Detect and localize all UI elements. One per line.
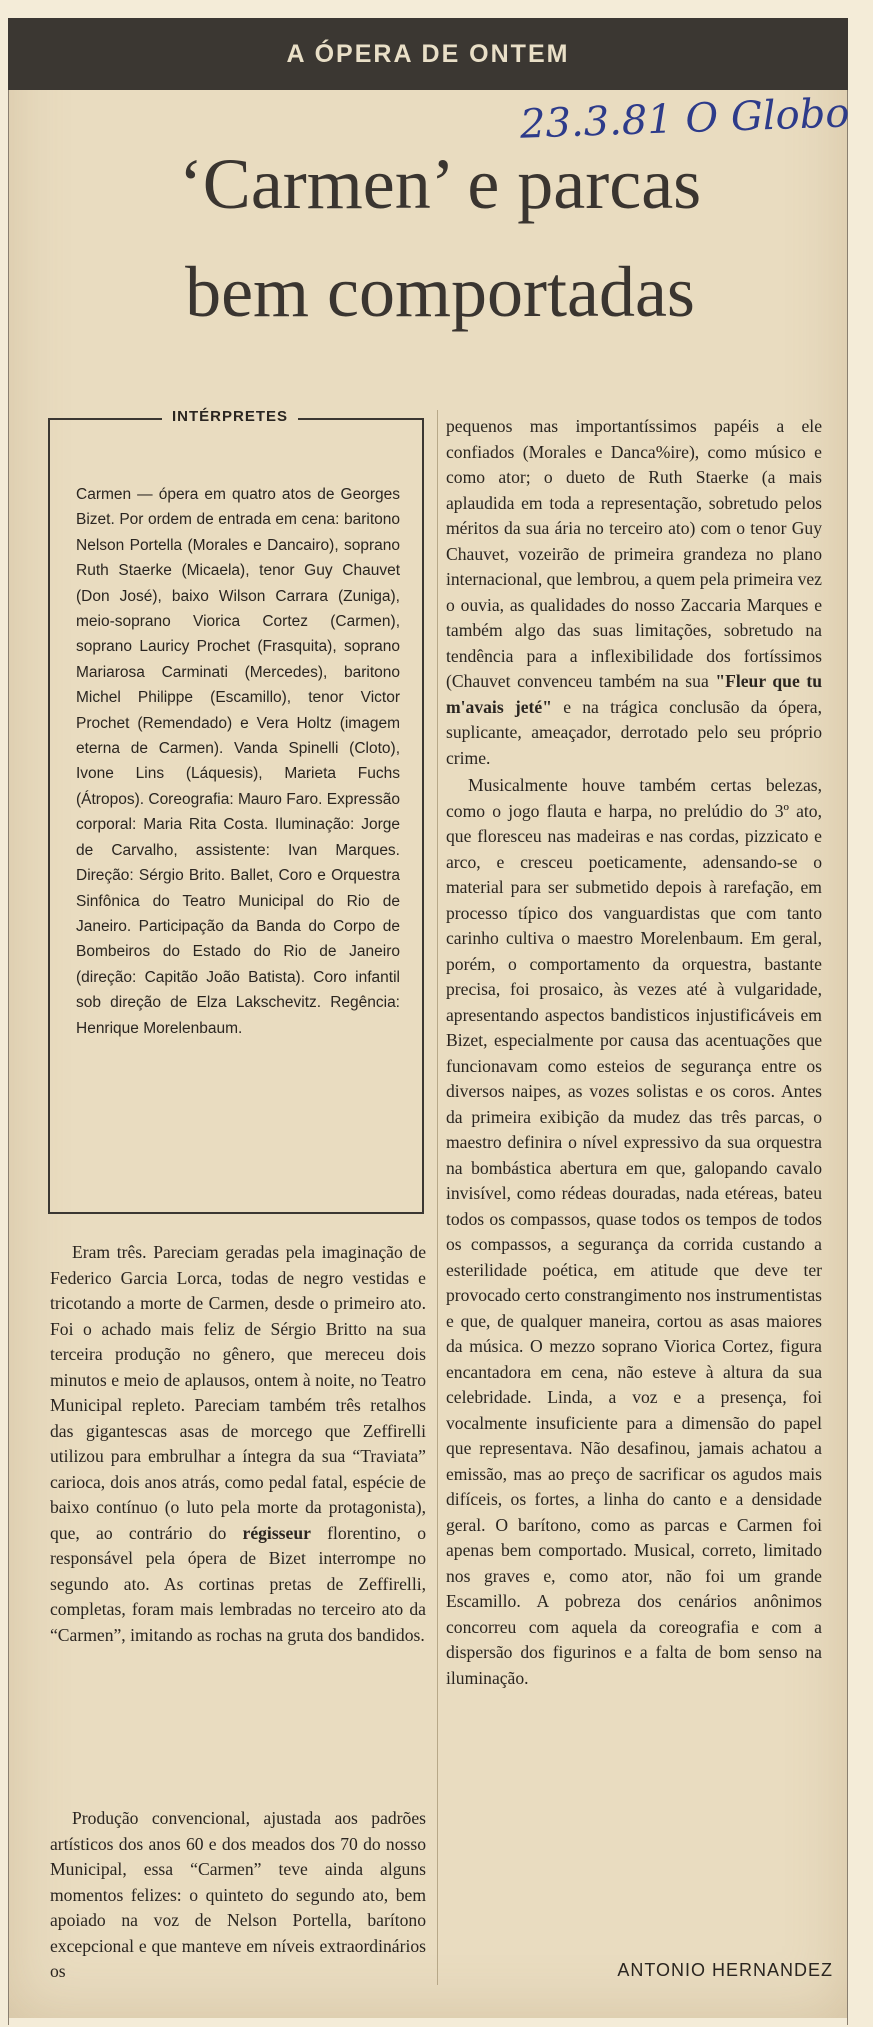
byline: ANTONIO HERNANDEZ: [617, 1960, 833, 1980]
article-paragraph-1-text: Eram três. Pareciam geradas pela imaginação de Federico Garcia Lorca, todas de negro vestidas e tricotando a morte de Carmen, desde o primeiro ato. Foi o achado mais feliz de Sérgio Britto na sua terceira produção no gênero, que mereceu dois minutos e meio de aplausos, ontem à noite, no Teatro Municipal repleto. Pareciam também três retalhos das gigantescas asas de morcego que Zeffirelli utilizou para embrulhar a íntegra da sua “Traviata” carioca, dois anos atrás, como pedal fatal, espécie de baixo contínuo (o luto pela morte da protagonista), que, ao contrário do: [50, 1242, 426, 1543]
article-paragraph-1: [50, 1240, 426, 1648]
column-divider: [437, 410, 438, 1985]
article-paragraph-3-text: pequenos mas importantíssimos papéis a ele confiados (Morales e Danca%ire), como músico e como ator; o dueto de Ruth Staerke (a mais aplaudida em toda a representação, sobretudo pelos méritos da sua ária no terceiro ato) com o tenor Guy Chauvet, vozeirão de primeira grandeza no plano internacional, que lembrou, a quem pela primeira vez o ouvia, as qualidades do nosso Zaccaria Marques e também algo das suas limitações, sobretudo na tendência para a inflexibilidade dos fortíssimos (Chauvet convenceu também na sua: [446, 416, 822, 691]
performers-box: [48, 408, 424, 1214]
article-paragraph-3: [446, 414, 822, 771]
article-paragraph-3-text-end: e na trágica conclusão da ópera, suplicante, ameaçador, derrotado pelo seu próprio crime.: [446, 696, 823, 768]
headline-line-1: ‘Carmen’ e parcas: [178, 144, 702, 224]
article-paragraph-3-bold: "Fleur que tu m'avais jeté": [446, 671, 822, 717]
article-paragraph-1-bold: régisseur: [242, 1522, 311, 1543]
section-banner: [8, 18, 848, 90]
headline: [70, 130, 810, 346]
article-column-right: [446, 414, 822, 1691]
performers-box-title: INTÉRPRETES: [162, 408, 298, 425]
article-column-left-bottom: [50, 1806, 426, 1985]
article-column-left-top: [50, 1240, 426, 1648]
headline-line-2: bem comportadas: [185, 252, 695, 332]
article-paragraph-2: Produção convencional, ajustada aos padrões artísticos dos anos 60 e dos meados dos 70 do nosso Municipal, essa “Carmen” teve ainda alguns momentos felizes: o quinteto do segundo ato, bem apoiado na voz de Nelson Portella, barítono excepcional e que manteve em níveis extraordinários os: [50, 1808, 426, 1981]
section-title: A ÓPERA DE ONTEM: [286, 39, 570, 68]
performers-box-text: Carmen — ópera em quatro atos de Georges Bizet. Por ordem de entrada em cena: baritono Nelson Portella (Morales e Dancairo), soprano Ruth Staerke (Micaela), tenor Guy Chauvet (Don José), baixo Wilson Carrara (Zuniga), meio-soprano Viorica Cortez (Carmen), soprano Lauricy Prochet (Frasquita), soprano Mariarosa Carminati (Mercedes), baritono Michel Philippe (Escamillo), tenor Victor Prochet (Remendado) e Vera Holtz (imagem eterna de Carmen). Vanda Spinelli (Cloto), Ivone Lins (Láquesis), Marieta Fuchs (Átropos). Coreografia: Mauro Faro. Expressão corporal: Maria Rita Costa. Iluminação: Jorge de Carvalho, assistente: Ivan Marques. Direção: Sérgio Brito. Ballet, Coro e Orquestra Sinfônica do Teatro Municipal do Rio de Janeiro. Participação da Banda do Corpo de Bombeiros do Estado do Rio de Janeiro (direção: Capitão João Batista). Coro infantil sob direção de Elza Lakschevitz. Regência: Henrique Morelenbaum.: [76, 486, 400, 1037]
article-paragraph-4: Musicalmente houve também certas belezas, como o jogo flauta e harpa, no prelúdio do 3º ato, que floresceu nas madeiras e nas cordas, pizzicato e arco, e cresceu poeticamente, adensando-se o material para ser submetido depois à rarefação, em processo típico dos vanguardistas que com tanto carinho cultiva o maestro Morelenbaum. Em geral, porém, o comportamento da orquestra, bastante precisa, foi prosaico, às vezes até à vulgaridade, apresentando aspectos bandisticos injustificáveis em Bizet, especialmente por causa das acentuações que funcionavam como esteios de segurança entre os diversos naipes, as vozes solistas e os coros. Antes da primeira exibição da mudez das três parcas, o maestro definira o nível expressivo da sua orquestra na bombástica abertura em que, galopando cavalo invisível, como rédeas douradas, nada etéreas, bateu todos os compassos, quase todos os tempos de todos os compassos, a segurança da corrida custando a esterilidade poética, em atitude que deve ter provocado certo constrangimento nos instrumentistas e que, de qualquer maneira, cortou as asas maiores da música. O mezzo soprano Viorica Cortez, figura encantadora em cena, não esteve à altura da sua celebridade. Linda, a voz e a presença, foi vocalmente insuficiente para a dimensão do papel que representava. Não desafinou, jamais achatou a emissão, mas ao preço de sacrificar os agudos mais difíceis, os fortes, a linha do canto e a densidade geral. O barítono, como as parcas e Carmen foi apenas bem comportado. Musical, correto, limitado nos graves e, como ator, não foi um grande Escamillo. A pobreza dos cenários anônimos concorreu com aquela da coreografia e com a dispersão dos figurinos e a falta de bom senso na iluminação.: [446, 775, 822, 1688]
handwritten-date-note: 23.3.81 O Globo: [519, 90, 851, 148]
article-paragraph-1-text-end: florentino, o responsável pela ópera de Bizet interrompe no segundo ato. As cortinas pretas de Zeffirelli, completas, foram mais lembradas no terceiro ato da “Carmen”, imitando as rochas na gruta dos bandidos.: [50, 1522, 426, 1645]
